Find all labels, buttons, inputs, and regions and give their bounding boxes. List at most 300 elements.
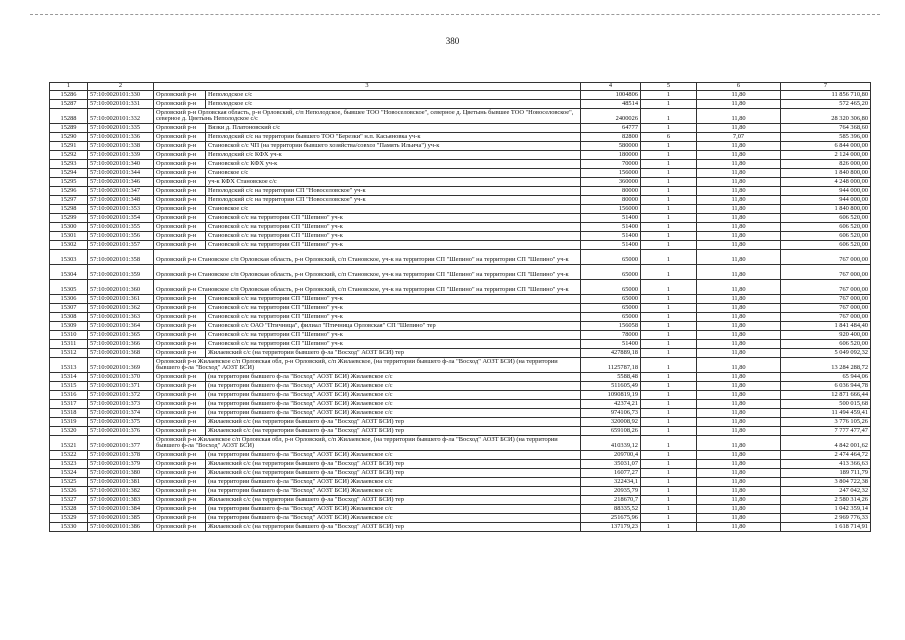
table-row <box>50 340 871 349</box>
location-description-cell: Становское с/с <box>206 205 581 214</box>
row-number-cell: 15297 <box>50 196 88 205</box>
rate-cell: 11,80 <box>697 340 781 349</box>
value-cell: 1 042 359,14 <box>781 505 871 514</box>
rate-cell: 11,80 <box>697 391 781 400</box>
district-cell: Орловский р-н <box>154 169 206 178</box>
value-cell: 6 844 000,00 <box>781 142 871 151</box>
value-cell: 6 036 944,78 <box>781 382 871 391</box>
district-cell: Орловский р-н <box>154 340 206 349</box>
cadastral-number-cell: 57:10:0020101:362 <box>88 304 154 313</box>
value-cell: 12 871 666,44 <box>781 391 871 400</box>
count-cell: 1 <box>641 124 697 133</box>
district-cell: Орловский р-н <box>154 418 206 427</box>
area-cell: 51400 <box>581 340 641 349</box>
rate-cell: 11,80 <box>697 505 781 514</box>
table-row <box>50 427 871 436</box>
rate-cell: 11,80 <box>697 373 781 382</box>
cadastral-number-cell: 57:10:0020101:355 <box>88 223 154 232</box>
location-description-cell: Жилаевский с/с (на территории бывшего ф-ла "Восход" АОЗТ БСИ) тер <box>206 523 581 532</box>
district-cell: Орловский р-н <box>154 151 206 160</box>
count-cell: 1 <box>641 223 697 232</box>
row-number-cell: 15324 <box>50 469 88 478</box>
table-row <box>50 178 871 187</box>
value-cell: 1 840 800,00 <box>781 205 871 214</box>
area-cell: 48514 <box>581 100 641 109</box>
value-cell: 944 000,00 <box>781 187 871 196</box>
count-cell: 1 <box>641 250 697 265</box>
table-row <box>50 391 871 400</box>
row-number-cell: 15328 <box>50 505 88 514</box>
area-cell: 427889,18 <box>581 349 641 358</box>
table-row <box>50 469 871 478</box>
count-cell: 1 <box>641 451 697 460</box>
area-cell: 659108,26 <box>581 427 641 436</box>
count-cell: 1 <box>641 382 697 391</box>
rate-cell: 11,80 <box>697 250 781 265</box>
area-cell: 156000 <box>581 205 641 214</box>
table-row <box>50 304 871 313</box>
rate-cell: 11,80 <box>697 487 781 496</box>
area-cell: 35031,07 <box>581 460 641 469</box>
count-cell: 1 <box>641 232 697 241</box>
area-cell: 5588,48 <box>581 373 641 382</box>
cadastral-number-cell: 57:10:0020101:361 <box>88 295 154 304</box>
district-cell: Орловский р-н <box>154 133 206 142</box>
table-row <box>50 313 871 322</box>
count-cell: 1 <box>641 391 697 400</box>
district-cell: Орловский р-н <box>154 205 206 214</box>
district-cell: Орловский р-н <box>154 460 206 469</box>
district-cell: Орловский р-н <box>154 478 206 487</box>
district-cell: Орловский р-н <box>154 223 206 232</box>
count-cell: 1 <box>641 322 697 331</box>
cadastral-number-cell: 57:10:0020101:353 <box>88 205 154 214</box>
district-cell: Орловский р-н <box>154 505 206 514</box>
table-row <box>50 487 871 496</box>
value-cell: 5 049 092,32 <box>781 349 871 358</box>
area-cell: 218670,7 <box>581 496 641 505</box>
count-cell: 1 <box>641 214 697 223</box>
district-cell: Орловский р-н <box>154 232 206 241</box>
area-cell: 64777 <box>581 124 641 133</box>
cadastral-number-cell: 57:10:0020101:357 <box>88 241 154 250</box>
rate-cell: 11,80 <box>697 265 781 280</box>
table-row <box>50 514 871 523</box>
row-number-cell: 15287 <box>50 100 88 109</box>
table-row <box>50 250 871 265</box>
row-number-cell: 15323 <box>50 460 88 469</box>
row-number-cell: 15296 <box>50 187 88 196</box>
district-cell: Орловский р-н <box>154 496 206 505</box>
cadastral-number-cell: 57:10:0020101:382 <box>88 487 154 496</box>
area-cell: 511605,49 <box>581 382 641 391</box>
count-cell: 1 <box>641 109 697 124</box>
count-cell: 1 <box>641 142 697 151</box>
count-cell: 1 <box>641 100 697 109</box>
count-cell: 1 <box>641 241 697 250</box>
location-description-cell: Неполодский с/с КФХ уч-к <box>206 151 581 160</box>
location-description-cell: (на территории бывшего ф-ла "Восход" АОЗТ БСИ) Жилаевское с/с <box>206 478 581 487</box>
district-cell: Орловский р-н <box>154 523 206 532</box>
area-cell: 156000 <box>581 169 641 178</box>
cadastral-number-cell: 57:10:0020101:381 <box>88 478 154 487</box>
cadastral-number-cell: 57:10:0020101:344 <box>88 169 154 178</box>
location-description-cell: Становской с/с КФХ уч-к <box>206 160 581 169</box>
rate-cell: 11,80 <box>697 109 781 124</box>
row-number-cell: 15294 <box>50 169 88 178</box>
count-cell: 1 <box>641 478 697 487</box>
table-row <box>50 451 871 460</box>
value-cell: 606 520,00 <box>781 223 871 232</box>
value-cell: 585 396,00 <box>781 133 871 142</box>
row-number-cell: 15310 <box>50 331 88 340</box>
location-description-cell: Становское с/с <box>206 169 581 178</box>
count-cell: 1 <box>641 469 697 478</box>
location-description-cell: Жилаевский с/с (на территории бывшего ф-ла "Восход" АОЗТ БСИ) тер <box>206 469 581 478</box>
rate-cell: 11,80 <box>697 418 781 427</box>
area-cell: 1004806 <box>581 91 641 100</box>
location-description-cell: (на территории бывшего ф-ла "Восход" АОЗТ БСИ) Жилаевское с/с <box>206 451 581 460</box>
header-row <box>50 83 871 91</box>
count-cell: 1 <box>641 373 697 382</box>
rate-cell: 11,80 <box>697 322 781 331</box>
value-cell: 65 944,06 <box>781 373 871 382</box>
location-description-cell: (на территории бывшего ф-ла "Восход" АОЗТ БСИ) Жилаевское с/с <box>206 382 581 391</box>
row-number-cell: 15288 <box>50 109 88 124</box>
value-cell: 1 618 714,91 <box>781 523 871 532</box>
rate-cell: 11,80 <box>697 469 781 478</box>
rate-cell: 11,80 <box>697 160 781 169</box>
value-cell: 920 400,00 <box>781 331 871 340</box>
district-cell: Орловский р-н <box>154 322 206 331</box>
location-description-cell: Неполодское с/с <box>206 91 581 100</box>
header-cell: 1 <box>50 83 88 91</box>
count-cell: 1 <box>641 409 697 418</box>
cadastral-number-cell: 57:10:0020101:340 <box>88 160 154 169</box>
rate-cell: 11,80 <box>697 196 781 205</box>
rate-cell: 11,80 <box>697 496 781 505</box>
value-cell: 247 042,32 <box>781 487 871 496</box>
count-cell: 1 <box>641 151 697 160</box>
row-number-cell: 15303 <box>50 250 88 265</box>
row-number-cell: 15318 <box>50 409 88 418</box>
location-description-cell: Становской с/с на территории СП "Шепино" уч-к <box>206 340 581 349</box>
land-register-table <box>49 82 871 532</box>
table-row <box>50 349 871 358</box>
rate-cell: 11,80 <box>697 331 781 340</box>
header-cell: 5 <box>641 83 697 91</box>
row-number-cell: 15319 <box>50 418 88 427</box>
row-number-cell: 15298 <box>50 205 88 214</box>
cadastral-number-cell: 57:10:0020101:348 <box>88 196 154 205</box>
rate-cell: 11,80 <box>697 409 781 418</box>
cadastral-number-cell: 57:10:0020101:369 <box>88 358 154 373</box>
area-cell: 65000 <box>581 250 641 265</box>
row-number-cell: 15302 <box>50 241 88 250</box>
row-number-cell: 15327 <box>50 496 88 505</box>
count-cell: 1 <box>641 187 697 196</box>
area-cell: 1090819,19 <box>581 391 641 400</box>
count-cell: 1 <box>641 505 697 514</box>
location-description-cell: Неполодский с/с на территории СП "Новоселовское" уч-к <box>206 187 581 196</box>
value-cell: 2 124 000,00 <box>781 151 871 160</box>
cadastral-number-cell: 57:10:0020101:376 <box>88 427 154 436</box>
district-cell: Орловский р-н <box>154 409 206 418</box>
count-cell: 1 <box>641 460 697 469</box>
row-number-cell: 15300 <box>50 223 88 232</box>
location-description-cell: Жилаевский с/с (на территории бывшего ф-ла "Восход" АОЗТ БСИ) тер <box>206 349 581 358</box>
district-cell: Орловский р-н <box>154 400 206 409</box>
location-description-cell: Становской с/с на территории СП "Шепино" уч-к <box>206 295 581 304</box>
cadastral-number-cell: 57:10:0020101:339 <box>88 151 154 160</box>
cadastral-number-cell: 57:10:0020101:377 <box>88 436 154 451</box>
rate-cell: 11,80 <box>697 400 781 409</box>
value-cell: 767 000,00 <box>781 313 871 322</box>
count-cell: 1 <box>641 313 697 322</box>
rate-cell: 11,80 <box>697 295 781 304</box>
district-cell: Орловский р-н <box>154 349 206 358</box>
district-cell: Орловский р-н <box>154 124 206 133</box>
table-body <box>50 83 871 532</box>
location-description-cell: Неполодский с/с на территории бывшего ТОО "Березки" н.п. Касьяновка уч-к <box>206 133 581 142</box>
row-number-cell: 15315 <box>50 382 88 391</box>
table-row <box>50 241 871 250</box>
value-cell: 572 465,20 <box>781 100 871 109</box>
area-cell: 251675,96 <box>581 514 641 523</box>
location-description-cell: Становской с/с на территории СП "Шепино" уч-к <box>206 313 581 322</box>
rate-cell: 11,80 <box>697 187 781 196</box>
rate-cell: 11,80 <box>697 460 781 469</box>
area-cell: 410339,12 <box>581 436 641 451</box>
header-cell: 3 <box>154 83 581 91</box>
table-row <box>50 187 871 196</box>
table-row <box>50 505 871 514</box>
cadastral-number-cell: 57:10:0020101:346 <box>88 178 154 187</box>
value-cell: 7 777 477,47 <box>781 427 871 436</box>
value-cell: 413 366,63 <box>781 460 871 469</box>
rate-cell: 11,80 <box>697 100 781 109</box>
cadastral-number-cell: 57:10:0020101:335 <box>88 124 154 133</box>
value-cell: 4 248 000,00 <box>781 178 871 187</box>
area-cell: 42374,21 <box>581 400 641 409</box>
row-number-cell: 15314 <box>50 373 88 382</box>
row-number-cell: 15292 <box>50 151 88 160</box>
table-row <box>50 151 871 160</box>
table-row <box>50 436 871 451</box>
table-row <box>50 382 871 391</box>
table-row <box>50 373 871 382</box>
area-cell: 78000 <box>581 331 641 340</box>
area-cell: 80000 <box>581 187 641 196</box>
rate-cell: 11,80 <box>697 169 781 178</box>
table-row <box>50 523 871 532</box>
cadastral-number-cell: 57:10:0020101:359 <box>88 265 154 280</box>
rate-cell: 11,80 <box>697 205 781 214</box>
row-number-cell: 15322 <box>50 451 88 460</box>
row-number-cell: 15313 <box>50 358 88 373</box>
area-cell: 51400 <box>581 241 641 250</box>
value-cell: 944 000,00 <box>781 196 871 205</box>
location-description-cell: Становской с/с ОАО "Птичница", филиал "Птичница Орловская" СП "Шепино" тер <box>206 322 581 331</box>
cadastral-number-cell: 57:10:0020101:383 <box>88 496 154 505</box>
location-description-cell: (на территории бывшего ф-ла "Восход" АОЗТ БСИ) Жилаевское с/с <box>206 400 581 409</box>
count-cell: 1 <box>641 265 697 280</box>
district-cell: Орловский р-н <box>154 241 206 250</box>
rate-cell: 11,80 <box>697 436 781 451</box>
value-cell: 606 520,00 <box>781 232 871 241</box>
value-cell: 764 368,60 <box>781 124 871 133</box>
row-number-cell: 15304 <box>50 265 88 280</box>
area-cell: 51400 <box>581 214 641 223</box>
cadastral-number-cell: 57:10:0020101:330 <box>88 91 154 100</box>
location-description-cell: Жилаевский с/с (на территории бывшего ф-ла "Восход" АОЗТ БСИ) тер <box>206 427 581 436</box>
value-cell: 606 520,00 <box>781 340 871 349</box>
district-cell: Орловский р-н <box>154 187 206 196</box>
table-row <box>50 418 871 427</box>
cadastral-number-cell: 57:10:0020101:368 <box>88 349 154 358</box>
header-cell: 2 <box>88 83 154 91</box>
count-cell: 1 <box>641 514 697 523</box>
row-number-cell: 15305 <box>50 280 88 295</box>
row-number-cell: 15326 <box>50 487 88 496</box>
cadastral-number-cell: 57:10:0020101:358 <box>88 250 154 265</box>
table-row <box>50 331 871 340</box>
count-cell: 1 <box>641 304 697 313</box>
table-row <box>50 124 871 133</box>
area-cell: 82800 <box>581 133 641 142</box>
row-number-cell: 15286 <box>50 91 88 100</box>
rate-cell: 7,07 <box>697 133 781 142</box>
cadastral-number-cell: 57:10:0020101:375 <box>88 418 154 427</box>
value-cell: 1 841 484,40 <box>781 322 871 331</box>
location-description-cell: Становской с/с на территории СП "Шепино" уч-к <box>206 331 581 340</box>
cadastral-number-cell: 57:10:0020101:356 <box>88 232 154 241</box>
cadastral-number-cell: 57:10:0020101:385 <box>88 514 154 523</box>
district-cell: Орловский р-н <box>154 427 206 436</box>
cadastral-number-cell: 57:10:0020101:378 <box>88 451 154 460</box>
rate-cell: 11,80 <box>697 214 781 223</box>
location-description-cell: Жилаевский с/с (на территории бывшего ф-ла "Восход" АОЗТ БСИ) тер <box>206 418 581 427</box>
table-row <box>50 205 871 214</box>
header-cell: 6 <box>697 83 781 91</box>
table-row <box>50 100 871 109</box>
location-description-cell: Орловский р-н Становское с/п Орловская область, р-н Орловский, с/п Становское, уч-к на территории СП "Шепино" на территории СП "Шепино" уч-к <box>154 250 581 265</box>
rate-cell: 11,80 <box>697 349 781 358</box>
table-row <box>50 265 871 280</box>
location-description-cell: (на территории бывшего ф-ла "Восход" АОЗТ БСИ) Жилаевское с/с <box>206 514 581 523</box>
table-row <box>50 460 871 469</box>
count-cell: 1 <box>641 205 697 214</box>
area-cell: 580000 <box>581 142 641 151</box>
location-description-cell: Становской с/с ЧП (на территории бывшего хозяйства/совхоз "Память Ильича") уч-к <box>206 142 581 151</box>
header-cell: 4 <box>581 83 641 91</box>
rate-cell: 11,80 <box>697 478 781 487</box>
district-cell: Орловский р-н <box>154 331 206 340</box>
location-description-cell: Неполодский с/с на территории СП "Новоселовское" уч-к <box>206 196 581 205</box>
row-number-cell: 15307 <box>50 304 88 313</box>
value-cell: 767 000,00 <box>781 304 871 313</box>
count-cell: 1 <box>641 400 697 409</box>
count-cell: 1 <box>641 340 697 349</box>
table-row <box>50 322 871 331</box>
area-cell: 65000 <box>581 304 641 313</box>
location-description-cell: Неполодское с/с <box>206 100 581 109</box>
count-cell: 1 <box>641 160 697 169</box>
rate-cell: 11,80 <box>697 232 781 241</box>
location-description-cell: Жилаевский с/с (на территории бывшего ф-ла "Восход" АОЗТ БСИ) тер <box>206 496 581 505</box>
row-number-cell: 15308 <box>50 313 88 322</box>
location-description-cell: уч-к КФХ Становское с/с <box>206 178 581 187</box>
row-number-cell: 15311 <box>50 340 88 349</box>
row-number-cell: 15317 <box>50 400 88 409</box>
count-cell: 1 <box>641 487 697 496</box>
value-cell: 3 804 722,38 <box>781 478 871 487</box>
rate-cell: 11,80 <box>697 124 781 133</box>
table-row <box>50 196 871 205</box>
district-cell: Орловский р-н <box>154 373 206 382</box>
location-description-cell: Орловский р-н Жилаевское с/п Орловская обл, р-н Орловский, с/п Жилаевское, (на территории бывшего ф-ла "Восход" АОЗТ БСИ) (на территории бывшего ф-ла "Восход" АОЗТ БСИ) <box>154 436 581 451</box>
value-cell: 767 000,00 <box>781 295 871 304</box>
rate-cell: 11,80 <box>697 451 781 460</box>
row-number-cell: 15312 <box>50 349 88 358</box>
row-number-cell: 15289 <box>50 124 88 133</box>
district-cell: Орловский р-н <box>154 91 206 100</box>
table-row <box>50 142 871 151</box>
location-description-cell: (на территории бывшего ф-ла "Восход" АОЗТ БСИ) Жилаевское с/с <box>206 373 581 382</box>
cadastral-number-cell: 57:10:0020101:347 <box>88 187 154 196</box>
district-cell: Орловский р-н <box>154 178 206 187</box>
row-number-cell: 15291 <box>50 142 88 151</box>
location-description-cell: (на территории бывшего ф-ла "Восход" АОЗТ БСИ) Жилаевское с/с <box>206 487 581 496</box>
location-description-cell: Становской с/с на территории СП "Шепино" уч-к <box>206 304 581 313</box>
cadastral-number-cell: 57:10:0020101:370 <box>88 373 154 382</box>
count-cell: 1 <box>641 280 697 295</box>
value-cell: 4 842 001,62 <box>781 436 871 451</box>
area-cell: 974106,73 <box>581 409 641 418</box>
location-description-cell: (на территории бывшего ф-ла "Восход" АОЗТ БСИ) Жилаевское с/с <box>206 409 581 418</box>
row-number-cell: 15309 <box>50 322 88 331</box>
location-description-cell: Становской с/с на территории СП "Шепино" уч-к <box>206 223 581 232</box>
count-cell: 1 <box>641 349 697 358</box>
area-cell: 320008,92 <box>581 418 641 427</box>
location-description-cell: (на территории бывшего ф-ла "Восход" АОЗТ БСИ) Жилаевское с/с <box>206 391 581 400</box>
area-cell: 20935,79 <box>581 487 641 496</box>
table-row <box>50 109 871 124</box>
area-cell: 1125787,18 <box>581 358 641 373</box>
scan-artifact-line <box>30 14 880 15</box>
row-number-cell: 15301 <box>50 232 88 241</box>
table-row <box>50 214 871 223</box>
area-cell: 360000 <box>581 178 641 187</box>
value-cell: 3 776 105,26 <box>781 418 871 427</box>
district-cell: Орловский р-н <box>154 514 206 523</box>
district-cell: Орловский р-н <box>154 214 206 223</box>
value-cell: 2 580 314,26 <box>781 496 871 505</box>
count-cell: 1 <box>641 358 697 373</box>
location-description-cell: Становской с/с на территории СП "Шепино" уч-к <box>206 214 581 223</box>
count-cell: 1 <box>641 523 697 532</box>
area-cell: 180000 <box>581 151 641 160</box>
table-row <box>50 280 871 295</box>
location-description-cell: Орловский р-н Жилаевское с/п Орловская обл, р-н Орловский, с/п Жилаевское, (на территории бывшего ф-ла "Восход" АОЗТ БСИ) (на территории бывшего ф-ла "Восход" АОЗТ БСИ) <box>154 358 581 373</box>
page-number: 380 <box>445 36 460 46</box>
area-cell: 209700,4 <box>581 451 641 460</box>
value-cell: 28 320 306,80 <box>781 109 871 124</box>
cadastral-number-cell: 57:10:0020101:363 <box>88 313 154 322</box>
row-number-cell: 15330 <box>50 523 88 532</box>
area-cell: 65000 <box>581 280 641 295</box>
district-cell: Орловский р-н <box>154 142 206 151</box>
